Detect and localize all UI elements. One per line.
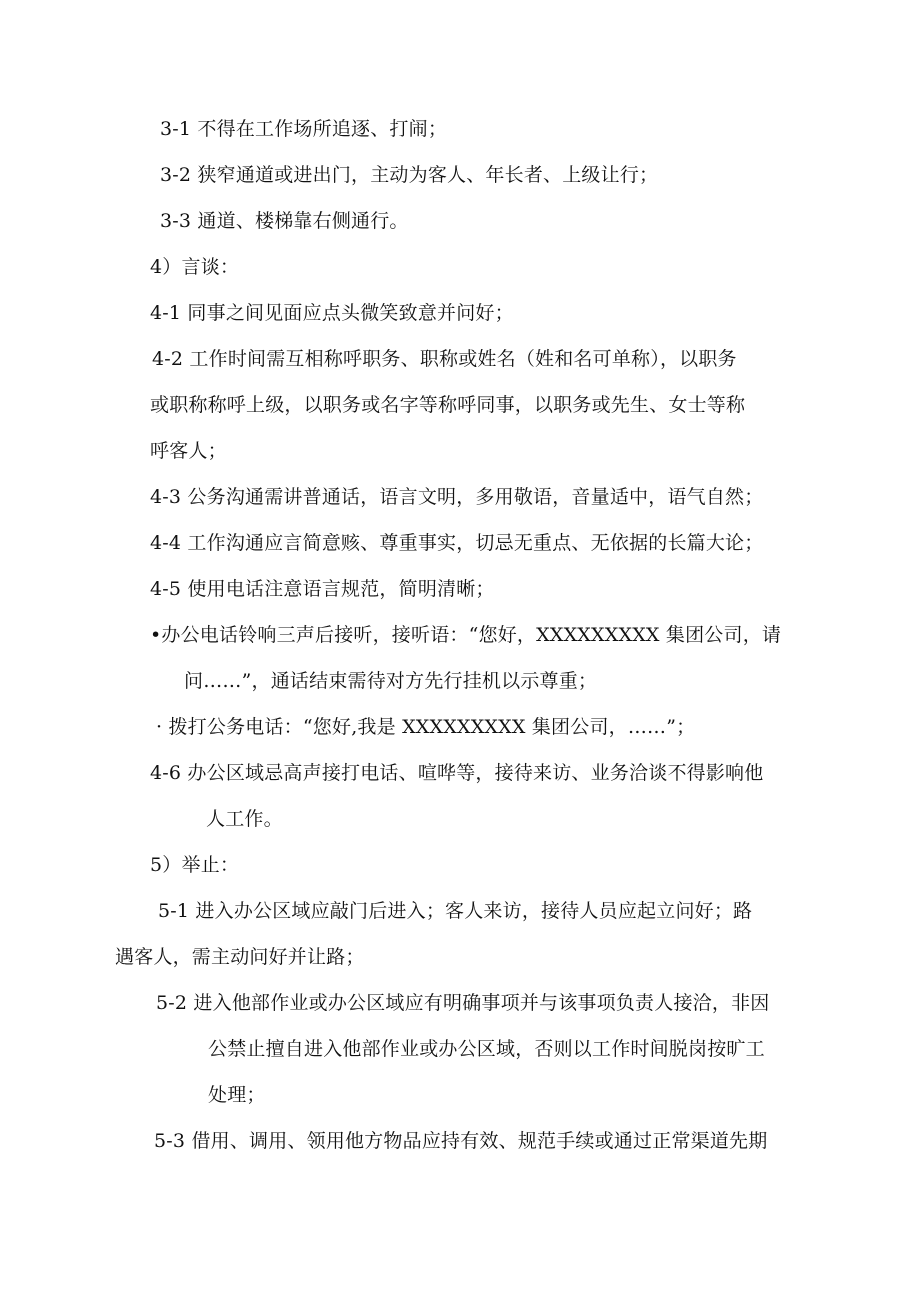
text-line: 4-4 工作沟通应言简意赅、尊重事实，切忌无重点、无依据的长篇大论； [150, 532, 764, 554]
text-line: 3-1 不得在工作场所追逐、打闹； [160, 118, 448, 140]
text-line: 4-2 工作时间需互相称呼职务、职称或姓名（姓和名可单称），以职务 [152, 348, 737, 370]
section-heading: 5）举止： [150, 854, 240, 876]
bullet-line: · 拨打公务电话：“您好,我是 XXXXXXXXX 集团公司，……”； [156, 716, 696, 738]
text-line: 5-3 借用、调用、领用他方物品应持有效、规范手续或通过正常渠道先期 [154, 1130, 768, 1152]
text-line: 公禁止擅自进入他部作业或办公区域，否则以工作时间脱岗按旷工 [208, 1038, 765, 1060]
text-line: 人工作。 [206, 808, 283, 830]
text-line: 呼客人； [150, 440, 227, 462]
text-line: 4-6 办公区域忌高声接打电话、喧哗等，接待来访、业务洽谈不得影响他 [150, 762, 764, 784]
text-line: 4-3 公务沟通需讲普通话，语言文明，多用敬语，音量适中，语气自然； [150, 486, 764, 508]
text-line: 4-1 同事之间见面应点头微笑致意并问好； [150, 302, 514, 324]
text-line: 3-2 狭窄通道或进出门，主动为客人、年长者、上级让行； [160, 164, 659, 186]
text-line: 4-5 使用电话注意语言规范，简明清晰； [150, 578, 495, 600]
text-line: 3-3 通道、楼梯靠右侧通行。 [160, 210, 409, 232]
text-line: 处理； [208, 1084, 266, 1106]
bullet-line: •办公电话铃响三声后接听，接听语：“您好，XXXXXXXXX 集团公司，请 [150, 624, 782, 646]
text-line: 问……”，通话结束需待对方先行挂机以示尊重； [184, 670, 598, 692]
text-line: 遇客人，需主动问好并让路； [115, 946, 365, 968]
text-line: 5-1 进入办公区域应敲门后进入；客人来访，接待人员应起立问好；路 [158, 900, 753, 922]
text-line: 5-2 进入他部作业或办公区域应有明确事项并与该事项负责人接洽，非因 [156, 992, 770, 1014]
section-heading: 4）言谈： [150, 256, 240, 278]
text-line: 或职称称呼上级，以职务或名字等称呼同事，以职务或先生、女士等称 [150, 394, 746, 416]
